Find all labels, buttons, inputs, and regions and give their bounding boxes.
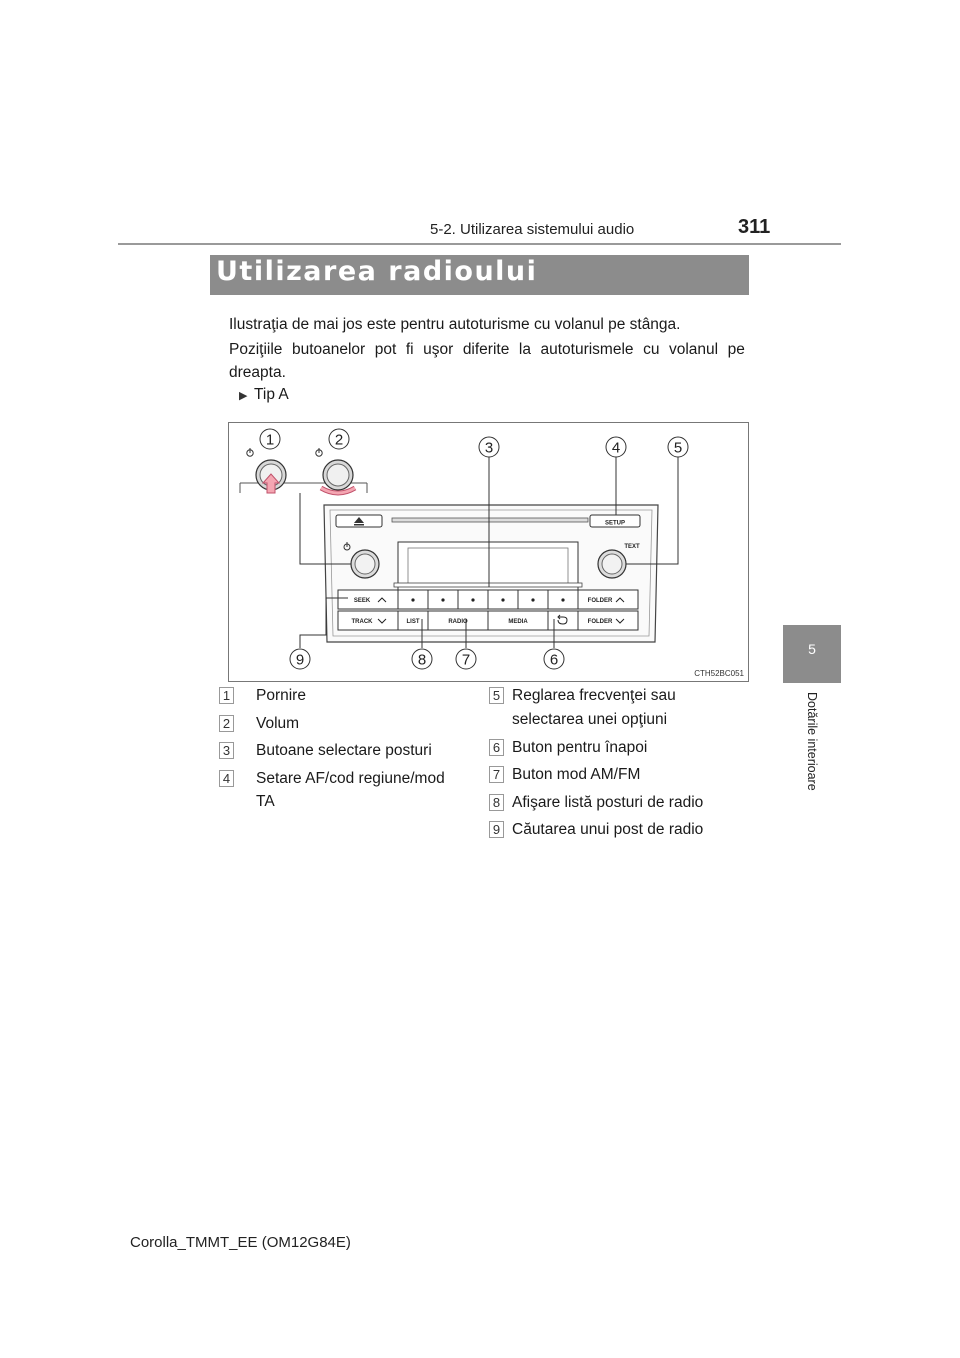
svg-text:5: 5 (673, 439, 683, 457)
intro-word: diferite (462, 341, 510, 358)
svg-text:3: 3 (222, 743, 231, 758)
legend-number-badge (489, 687, 505, 705)
folder-up-label: FOLDER (587, 598, 613, 604)
radio-label: RADIO (448, 619, 468, 625)
callout-5 (668, 437, 688, 457)
intro-word: fi (405, 341, 414, 358)
legend-text: Buton mod AM/FM (512, 766, 641, 783)
callout-9 (290, 649, 310, 669)
legend-text: Volum (256, 715, 300, 732)
callout-8 (412, 649, 432, 669)
knob-inset (240, 448, 367, 493)
svg-text:8: 8 (492, 795, 501, 810)
track-label: TRACK (351, 619, 373, 625)
legend-text: Căutarea unui post de radio (512, 821, 704, 838)
legend-number-badge (219, 770, 235, 788)
svg-text:7: 7 (492, 767, 501, 782)
svg-text:1: 1 (265, 431, 275, 449)
folder-down-label: FOLDER (587, 619, 613, 625)
chapter-number: 5 (808, 641, 816, 657)
svg-text:2: 2 (222, 716, 231, 731)
svg-text:8: 8 (417, 651, 427, 669)
legend-text-continued: selectarea unei opţiuni (512, 711, 668, 728)
legend-number-badge (219, 715, 235, 733)
text-label: TEXT (624, 544, 640, 550)
legend-text: Afişare listă posturi de radio (512, 794, 704, 811)
svg-text:2: 2 (334, 431, 344, 449)
footer-document-id: Corolla_TMMT_EE (OM12G84E) (130, 1234, 351, 1251)
svg-text:7: 7 (461, 651, 471, 669)
chapter-title-text: Dotările interioare (805, 692, 819, 791)
legend-number-badge (489, 794, 505, 812)
intro-word: cu (643, 341, 660, 358)
legend-text: Pornire (256, 687, 306, 704)
legend-number-badge (219, 742, 235, 760)
setup-label: SETUP (604, 520, 626, 527)
svg-text:9: 9 (295, 651, 305, 669)
power-icon (316, 448, 322, 456)
callout-6 (544, 649, 564, 669)
radio-face (324, 505, 658, 642)
section-label: 5-2. Utilizarea sistemului audio (430, 221, 635, 238)
legend-number-badge (489, 766, 505, 784)
legend-number-badge (489, 821, 505, 839)
intro-word: uşor (423, 341, 454, 358)
intro-word: la (518, 341, 531, 358)
svg-text:6: 6 (492, 740, 501, 755)
radio-panel-diagram (228, 422, 749, 682)
callout-1 (260, 429, 280, 449)
intro-word: pot (374, 341, 397, 358)
intro-word: pe (727, 341, 745, 358)
intro-word: Poziţiile (229, 341, 283, 358)
arrow-marker-icon: ▶ (239, 390, 248, 402)
svg-text:5: 5 (492, 688, 501, 703)
list-label: LIST (406, 619, 420, 625)
svg-text:3: 3 (484, 439, 494, 457)
callout-7 (456, 649, 476, 669)
svg-text:9: 9 (492, 822, 501, 837)
seek-label: SEEK (353, 598, 371, 604)
legend-number-badge (219, 687, 235, 705)
callout-4 (606, 437, 626, 457)
intro-line-3: dreapta. (229, 364, 286, 381)
power-icon (247, 448, 253, 456)
intro-line-1: Ilustraţia de mai jos este pentru autoturisme cu volanul pe stânga. (229, 316, 681, 333)
figure-code: CTH52BC051 (694, 669, 744, 678)
callout-2 (329, 429, 349, 449)
media-label: MEDIA (508, 619, 528, 625)
page-title: Utilizarea radioului (216, 256, 538, 287)
legend-text: Setare AF/cod regiune/mod (256, 770, 445, 787)
legend-text: Buton pentru înapoi (512, 739, 648, 756)
type-label: Tip A (254, 386, 289, 403)
svg-text:4: 4 (222, 771, 231, 786)
legend-number-badge (489, 739, 505, 757)
intro-word: autoturismele (540, 341, 634, 358)
intro-line-2 (229, 341, 745, 359)
legend-text: Butoane selectare posturi (256, 742, 432, 759)
intro-word: butoanelor (291, 341, 366, 358)
header-rule (118, 243, 841, 245)
intro-word: volanul (668, 341, 719, 358)
legend-text: Reglarea frecvenţei sau (512, 687, 676, 704)
svg-text:6: 6 (549, 651, 559, 669)
page-number: 311 (738, 216, 771, 238)
callout-3 (479, 437, 499, 457)
legend-text-continued: TA (256, 793, 275, 810)
svg-text:4: 4 (611, 439, 621, 457)
svg-text:1: 1 (222, 688, 231, 703)
